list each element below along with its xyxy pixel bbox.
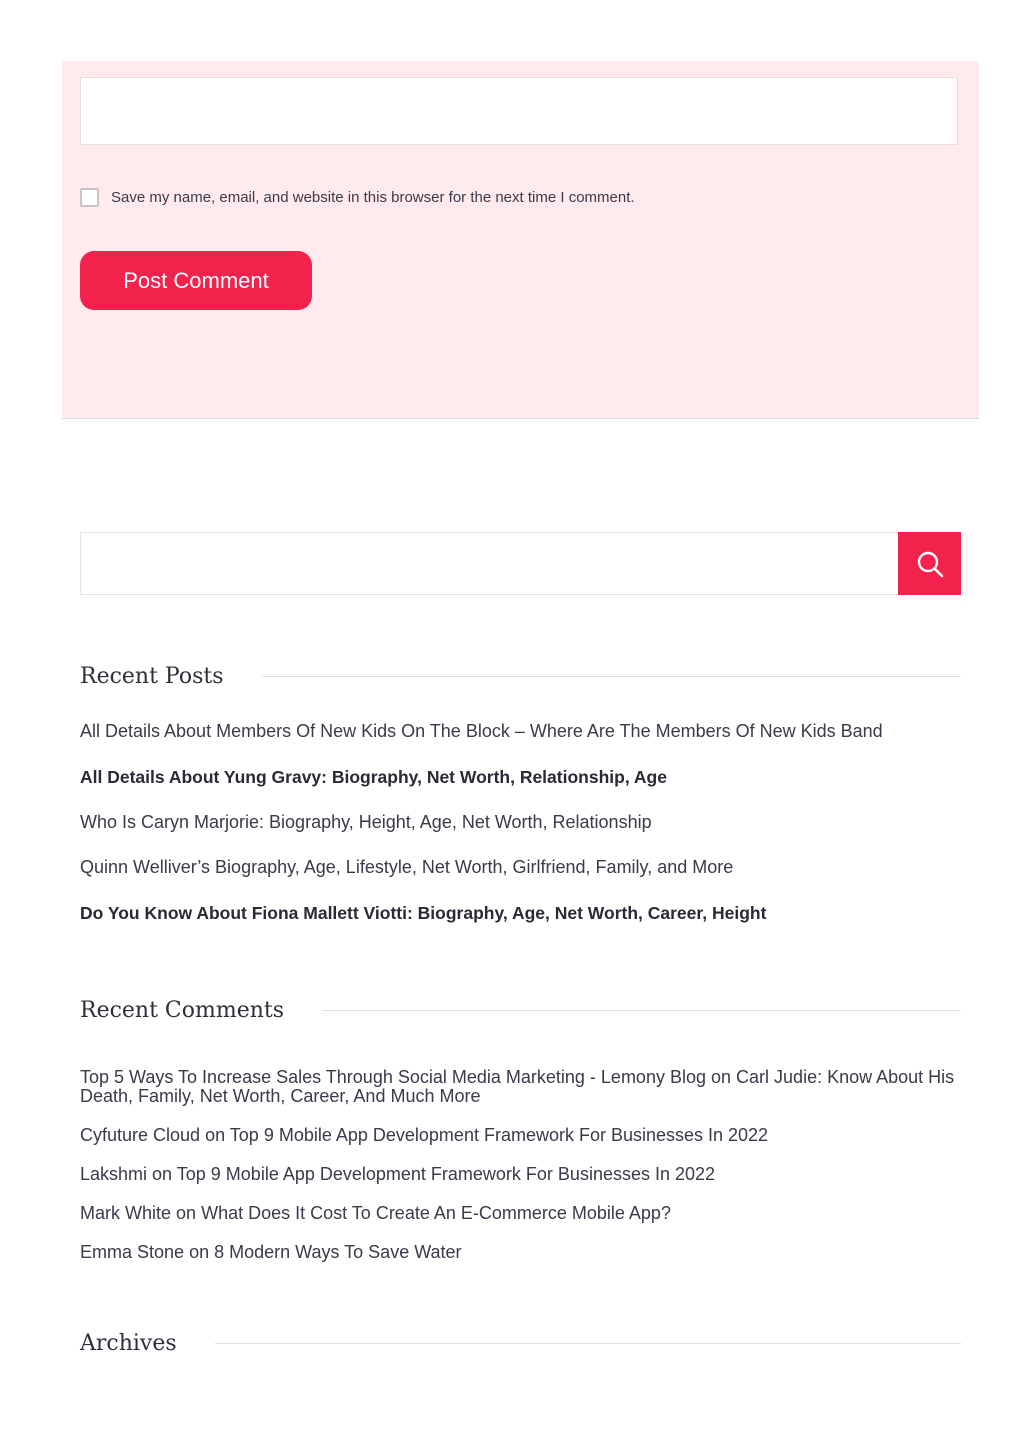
recent-comment-item: [80, 1126, 960, 1145]
recent-comment-item: [80, 1165, 960, 1184]
comment-on-text: on: [189, 1242, 210, 1262]
archives-header: [80, 1331, 961, 1356]
search-widget: [80, 532, 961, 595]
comment-on-text: on: [205, 1125, 226, 1145]
comment-author-link[interactable]: Mark White: [80, 1203, 172, 1223]
recent-post-link[interactable]: All Details About Yung Gravy: Biography, Net Worth, Relationship, Age: [80, 767, 667, 787]
recent-comments-title: Recent Comments: [80, 998, 285, 1023]
title-divider: [215, 1343, 961, 1344]
comment-on-text: on: [152, 1164, 173, 1184]
recent-post-link[interactable]: Quinn Welliver’s Biography, Age, Lifestyle, Net Worth, Girlfriend, Family, and More: [80, 857, 734, 877]
comment-on-text: on: [176, 1203, 197, 1223]
recent-post-link[interactable]: Do You Know About Fiona Mallett Viotti: Biography, Age, Net Worth, Career, Height: [80, 903, 767, 923]
comment-form: [62, 61, 979, 419]
title-divider: [262, 676, 961, 677]
comment-author-link[interactable]: Top 5 Ways To Increase Sales Through Social Media Marketing - Lemony Blog: [80, 1067, 706, 1087]
recent-comments-header: [80, 998, 961, 1023]
search-button[interactable]: [898, 532, 961, 595]
search-input[interactable]: [80, 532, 898, 595]
save-info-checkbox[interactable]: [80, 188, 99, 207]
archives-title: Archives: [80, 1331, 177, 1356]
comment-author-link[interactable]: Cyfuture Cloud: [80, 1125, 201, 1145]
website-field[interactable]: [80, 77, 958, 145]
consent-row: [80, 188, 635, 207]
recent-comment-item: [80, 1204, 960, 1223]
recent-posts-header: [80, 664, 961, 689]
comment-author-link[interactable]: Lakshmi: [80, 1164, 148, 1184]
recent-posts-title: Recent Posts: [80, 664, 224, 689]
title-divider: [322, 1010, 961, 1011]
consent-label: Save my name, email, and website in this browser for the next time I comment.: [111, 189, 635, 206]
comment-post-link[interactable]: Carl Judie: Know About His Death, Family, Net Worth, Career, And Much More: [80, 1067, 955, 1106]
post-comment-button[interactable]: Post Comment: [80, 251, 312, 310]
comment-post-link[interactable]: Top 9 Mobile App Development Framework For Businesses In 2022: [176, 1164, 716, 1184]
comment-post-link[interactable]: What Does It Cost To Create An E-Commerce Mobile App?: [201, 1203, 671, 1223]
comment-author-link[interactable]: Emma Stone: [80, 1242, 185, 1262]
recent-post-link[interactable]: Who Is Caryn Marjorie: Biography, Height, Age, Net Worth, Relationship: [80, 812, 652, 832]
comment-post-link[interactable]: 8 Modern Ways To Save Water: [214, 1242, 462, 1262]
recent-comment-item: [80, 1243, 960, 1262]
search-icon: [916, 550, 944, 578]
recent-post-link[interactable]: All Details About Members Of New Kids On The Block – Where Are The Members Of New Kids Band: [80, 721, 883, 741]
comment-on-text: on: [711, 1067, 732, 1087]
recent-comment-item: [80, 1068, 960, 1106]
comment-post-link[interactable]: Top 9 Mobile App Development Framework For Businesses In 2022: [229, 1125, 769, 1145]
